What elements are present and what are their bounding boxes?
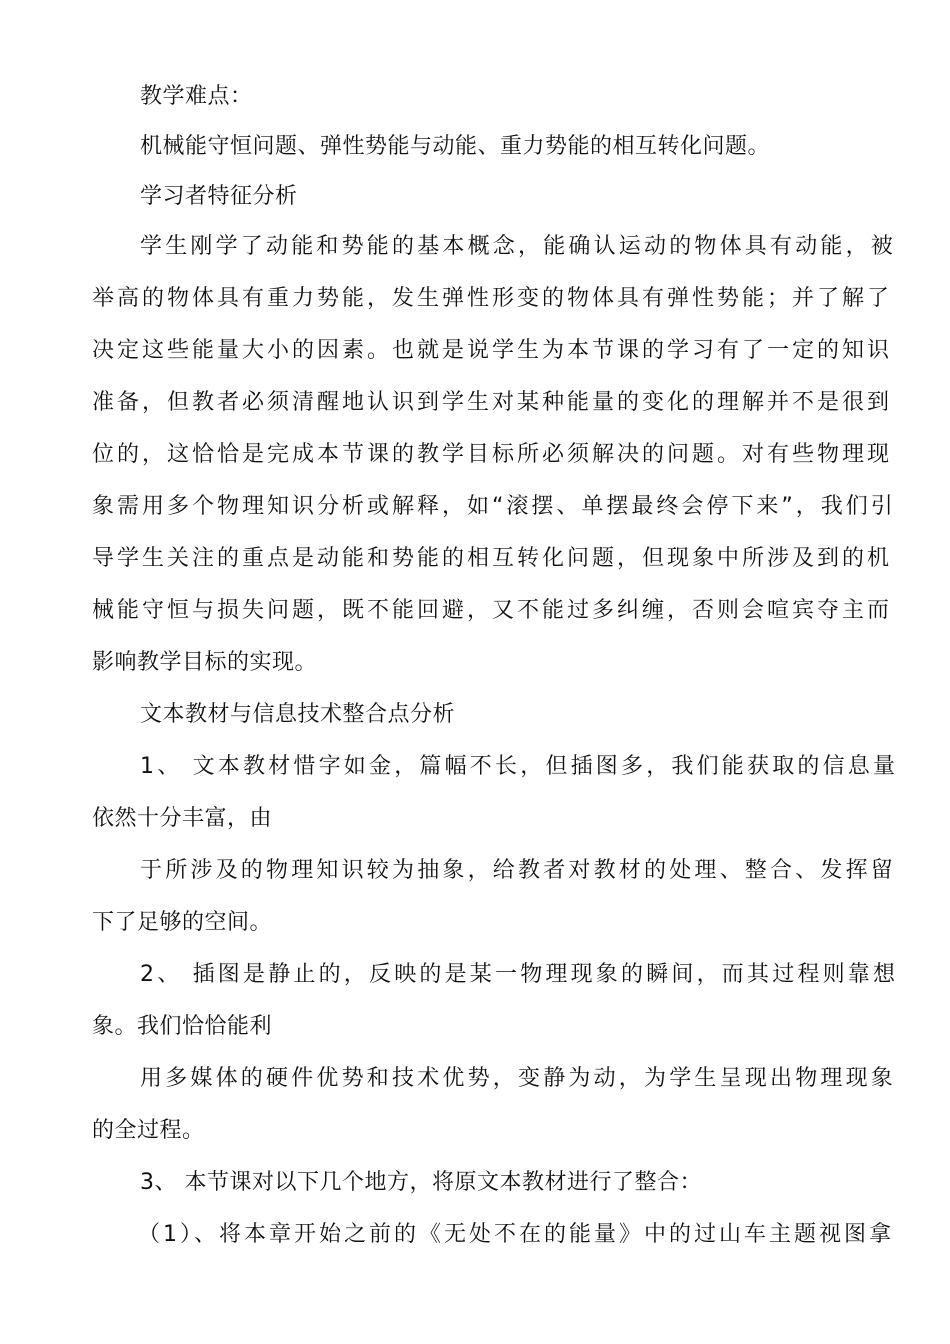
list-item-3: 3、 本节课对以下几个地方，将原文本教材进行了整合： xyxy=(140,1170,702,1195)
paragraph-line: 的全过程。 xyxy=(92,1118,205,1143)
paragraph-line: 学生刚学了动能和势能的基本概念，能确认运动的物体具有动能，被 xyxy=(140,234,897,259)
paragraph-line: 影响教学目标的实现。 xyxy=(92,650,318,675)
paragraph-line: 下了足够的空间。 xyxy=(92,910,273,935)
paragraph-line: 械能守恒与损失问题，既不能回避，又不能过多纠缠，否则会喧宾夺主而 xyxy=(92,598,893,623)
heading-learner-analysis: 学习者特征分析 xyxy=(140,184,298,209)
paragraph-line: 举高的物体具有重力势能，发生弹性形变的物体具有弹性势能；并了解了 xyxy=(92,286,893,311)
paragraph-line: 决定这些能量大小的因素。也就是说学生为本节课的学习有了一定的知识 xyxy=(92,338,893,363)
paragraph-line: 准备，但教者必须清醒地认识到学生对某种能量的变化的理解并不是很到 xyxy=(92,390,893,415)
paragraph-line: 象。我们恰恰能利 xyxy=(92,1014,273,1039)
heading-integration-analysis: 文本教材与信息技术整合点分析 xyxy=(140,702,456,727)
paragraph-line: 机械能守恒问题、弹性势能与动能、重力势能的相互转化问题。 xyxy=(140,134,771,159)
paragraph-line: 用多媒体的硬件优势和技术优势，变静为动，为学生呈现出物理现象 xyxy=(140,1066,897,1091)
paragraph-line: 位的，这恰恰是完成本节课的教学目标所必须解决的问题。对有些物理现 xyxy=(92,442,893,467)
paragraph-line: 依然十分丰富，由 xyxy=(92,806,273,831)
paragraph-line: 于所涉及的物理知识较为抽象，给教者对教材的处理、整合、发挥留 xyxy=(140,858,897,883)
list-item-2: 2、 插图是静止的，反映的是某一物理现象的瞬间，而其过程则靠想 xyxy=(140,962,899,987)
sub-item-1: （1）、将本章开始之前的《无处不在的能量》中的过山车主题视图拿 xyxy=(138,1222,894,1247)
paragraph-line: 导学生关注的重点是动能和势能的相互转化问题，但现象中所涉及到的机 xyxy=(92,546,893,571)
list-item-1: 1、 文本教材惜字如金，篇幅不长，但插图多，我们能获取的信息量 xyxy=(140,754,899,779)
heading-teaching-difficulty: 教学难点： xyxy=(140,84,253,109)
paragraph-line: 象需用多个物理知识分析或解释，如“滚摆、单摆最终会停下来”，我们引 xyxy=(92,494,896,519)
